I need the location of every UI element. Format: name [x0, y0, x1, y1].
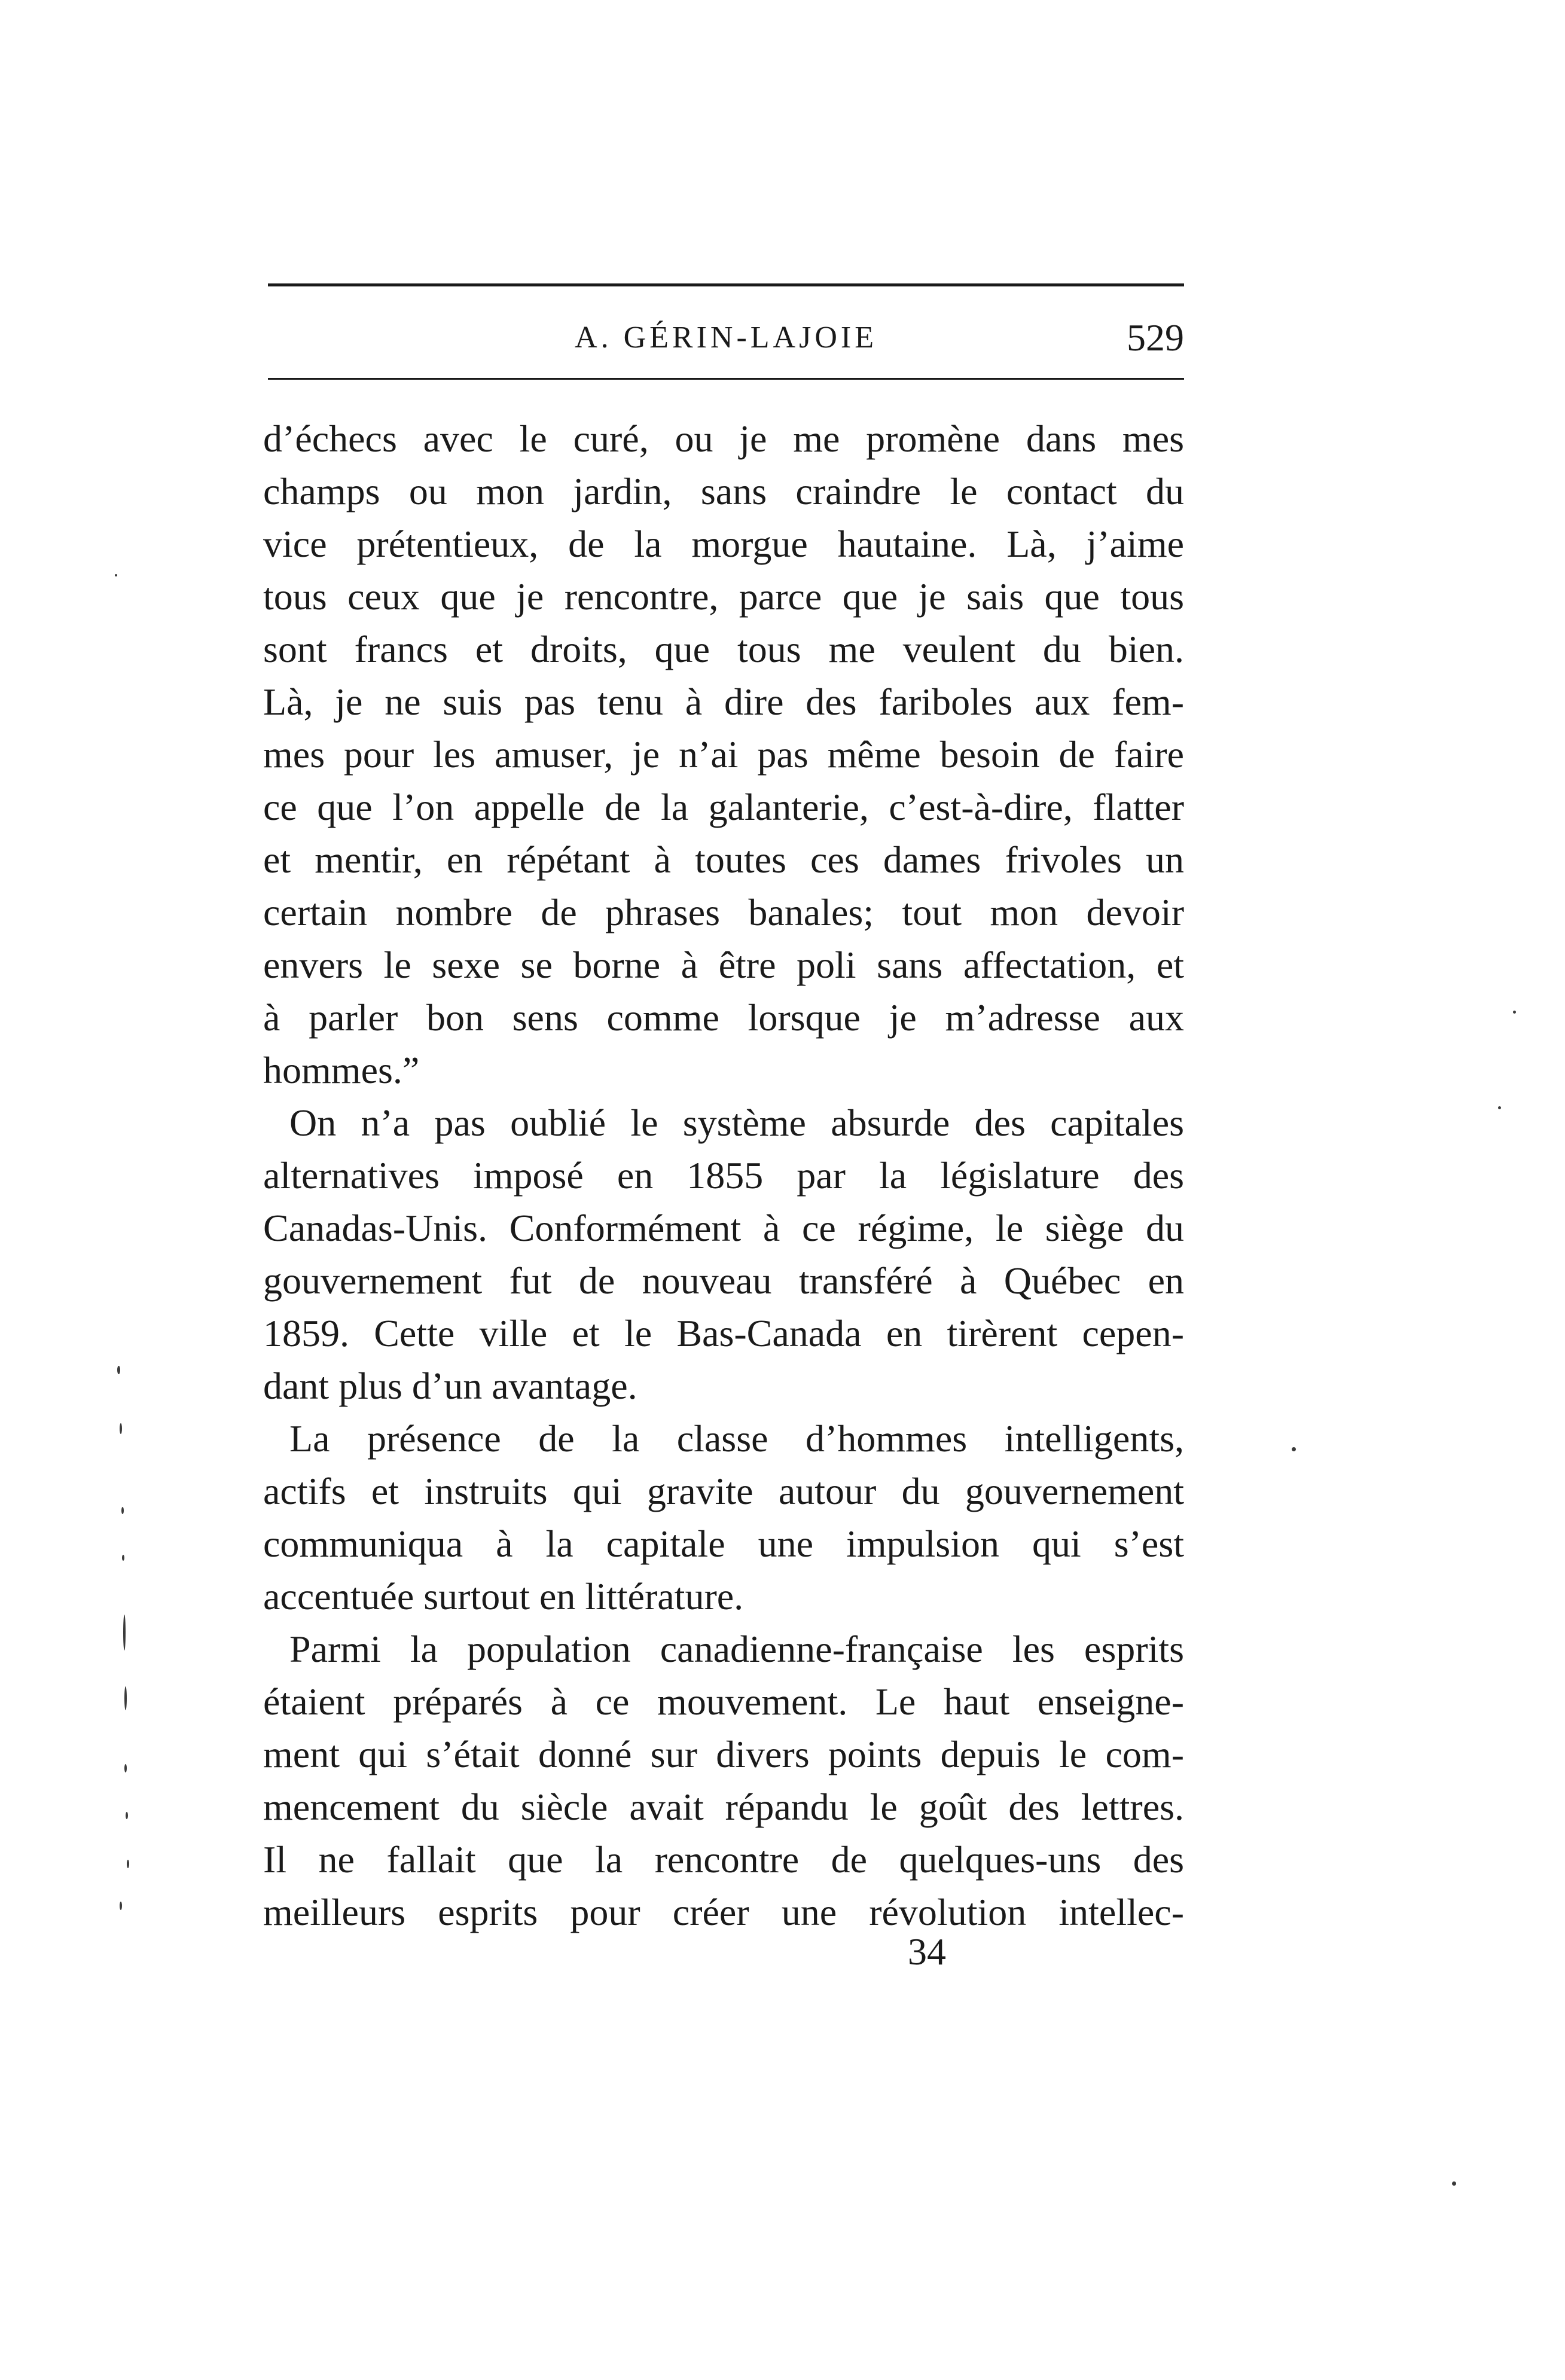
text-line: actifs et instruits qui gravite autour du gouvernement	[263, 1470, 1184, 1512]
header-rule-bottom	[268, 378, 1184, 380]
text-line: certain nombre de phrases banales; tout mon devoir	[263, 891, 1184, 933]
text-line: sont francs et droits, que tous me veulent du bien.	[263, 628, 1184, 670]
running-head	[268, 311, 1184, 365]
text-line: accentuée surtout en littérature.	[263, 1575, 744, 1618]
scan-speck	[124, 1686, 127, 1710]
text-line: d’échecs avec le curé, ou je me promène dans mes	[263, 417, 1184, 460]
header-rule-top	[268, 283, 1184, 286]
text-line: hommes.”	[263, 1049, 420, 1091]
scan-speck	[127, 1860, 129, 1868]
text-line: Là, je ne suis pas tenu à dire des fariboles aux fem-	[263, 681, 1184, 723]
scan-speck	[117, 1366, 120, 1374]
text-line: étaient préparés à ce mouvement. Le haut enseigne-	[263, 1680, 1184, 1723]
text-line: ce que l’on appelle de la galanterie, c’est-à-dire, flatter	[263, 786, 1184, 828]
text-line: mencement du siècle avait répandu le goût des lettres.	[263, 1786, 1184, 1828]
text-line: meilleurs esprits pour créer une révolution intellec-	[263, 1891, 1184, 1933]
text-line: gouvernement fut de nouveau transféré à Québec en	[263, 1259, 1184, 1302]
page-number: 529	[1127, 316, 1184, 359]
text-line: dant plus d’un avantage.	[263, 1365, 637, 1407]
text-line: mes pour les amuser, je n’ai pas même besoin de faire	[263, 733, 1184, 776]
text-line: alternatives imposé en 1855 par la législature des	[263, 1154, 1184, 1197]
scan-speck	[1292, 1447, 1296, 1451]
text-line: champs ou mon jardin, sans craindre le contact du	[263, 470, 1184, 512]
scan-speck	[126, 1812, 128, 1819]
scan-speck	[120, 1902, 122, 1910]
scan-speck	[1498, 1106, 1501, 1109]
signature-mark: 34	[908, 1930, 946, 1973]
scan-speck	[122, 1555, 124, 1561]
scan-speck	[123, 1615, 126, 1650]
text-line: 1859. Cette ville et le Bas-Canada en tirèrent cepen-	[263, 1312, 1184, 1354]
scan-speck	[1452, 2181, 1456, 2186]
running-title: A. GÉRIN-LAJOIE	[575, 321, 877, 355]
text-line: à parler bon sens comme lorsque je m’adresse aux	[263, 996, 1184, 1039]
scan-speck	[115, 574, 117, 576]
body-text	[263, 413, 1184, 1939]
paragraph-start: On n’a pas oublié le système absurde des capitales	[289, 1101, 1184, 1144]
text-line: et mentir, en répétant à toutes ces dames frivoles un	[263, 838, 1184, 881]
paragraph-start: La présence de la classe d’hommes intelligents,	[289, 1417, 1184, 1460]
text-line: Il ne fallait que la rencontre de quelques-uns des	[263, 1838, 1184, 1881]
text-line: tous ceux que je rencontre, parce que je sais que tous	[263, 575, 1184, 618]
scan-speck	[124, 1764, 127, 1772]
scan-speck	[1513, 1011, 1516, 1014]
text-line: communiqua à la capitale une impulsion qui s’est	[263, 1522, 1184, 1565]
text-line: Canadas-Unis. Conformément à ce régime, le siège du	[263, 1207, 1184, 1249]
scan-speck	[121, 1507, 124, 1514]
scan-speck	[120, 1423, 122, 1434]
paragraph-start: Parmi la population canadienne-française les esprits	[289, 1628, 1184, 1670]
text-line: envers le sexe se borne à être poli sans affectation, et	[263, 944, 1184, 986]
text-line: vice prétentieux, de la morgue hautaine. Là, j’aime	[263, 523, 1184, 565]
text-line: ment qui s’était donné sur divers points depuis le com-	[263, 1733, 1184, 1775]
